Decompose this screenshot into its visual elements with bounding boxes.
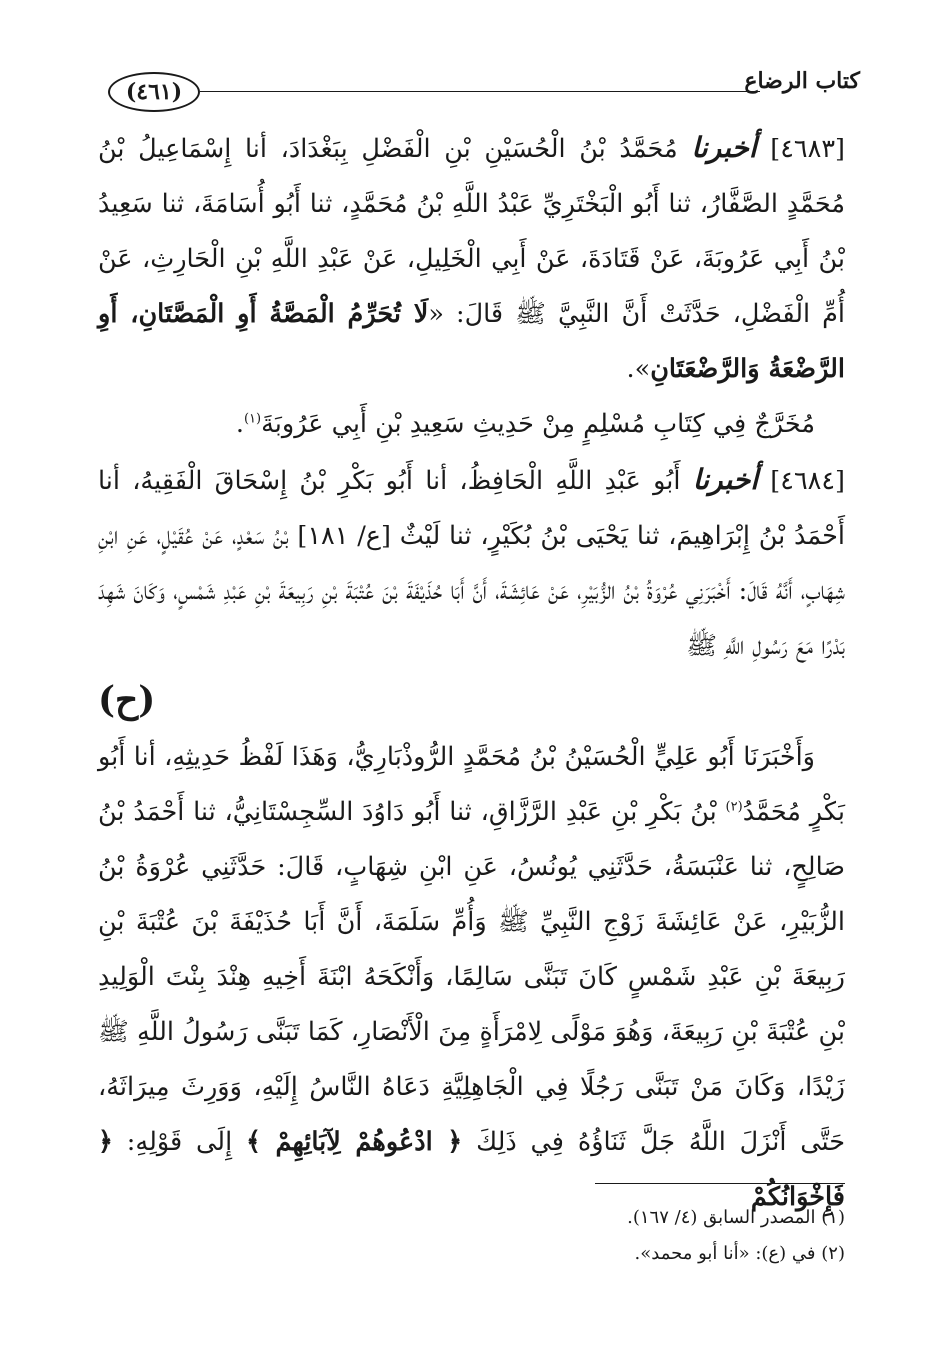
tahwil-mark: (ح) (98, 679, 156, 721)
akhbarana-label: أخبرنا (691, 131, 757, 164)
footnote-item (98, 1236, 845, 1272)
header-rule (200, 91, 760, 92)
footnote-marker: (٢) (821, 1243, 845, 1264)
footnote-text: في (ع): «أنا أبو محمد». (634, 1243, 816, 1264)
page-number: (٤٦١) (108, 72, 200, 112)
hadith-close: ». (626, 354, 651, 384)
hadith-isnad-2a: وَأَخْبَرَنَا أَبُو عَلِيٍّ الْحُسَيْنُ بْنُ مُحَمَّدٍ الرُّوذْبَارِيُّ، وَهَذَا لَفْظُ حَدِيثِهِ، أنا أَبُو بَكْرٍ مُحَمَّدُ (98, 742, 845, 827)
hadith-4684 (98, 452, 845, 730)
takhrij (98, 397, 845, 452)
footnote-text: المصدر السابق (٤/ ١٦٧). (627, 1207, 816, 1228)
footnote-separator (595, 1183, 845, 1184)
takhrij-end: . (235, 409, 244, 439)
akhbarana-label: أخبرنا (692, 463, 759, 496)
footnote-item (98, 1200, 845, 1236)
quran-verse-2: ﴿ فَإِخْوَانُكُمْ (98, 1127, 845, 1212)
takhrij-text: مُخَرَّجٌ فِي كِتَابِ مُسْلِمٍ مِنْ حَدِيثِ سَعِيدِ بْنِ أَبِي عَرُوبَةَ (261, 409, 815, 439)
footnote-marker: (١) (821, 1207, 845, 1228)
hadith-number: [٤٦٨٤] (770, 466, 845, 496)
hadith-isnad-2b: بْنُ بَكْرِ بْنِ عَبْدِ الرَّزَّاقِ، ثنا أَبُو دَاوُدَ السِّجِسْتَانِيُّ، ثنا أَحْمَدُ بْنُ صَالِحٍ، ثنا عَنْبَسَةُ، حَدَّثَنِي يُونُسُ، عَنِ ابْنِ شِهَابٍ، قَالَ: حَدَّثَنِي عُرْوَةُ بْنُ الزُّبَيْرِ، عَنْ عَائِشَةَ زَوْجِ النَّبِيِّ ﷺ وَأُمِّ سَلَمَةَ، أَنَّ أَبَا حُذَيْفَةَ بْنَ عُتْبَةَ بْنِ رَبِيعَةَ بْنِ عَبْدِ شَمْسٍ كَانَ تَبَنَّى سَالِمًا، وَأَنْكَحَهُ ابْنَةَ أَخِيهِ هِنْدَ بِنْتَ الْوَلِيدِ بْنِ عُتْبَةَ بْنِ رَبِيعَةَ، وَهُوَ مَوْلًى لِامْرَأَةٍ مِنَ الْأَنْصَارِ، كَمَا تَبَنَّى رَسُولُ اللَّهِ ﷺ زَيْدًا، وَكَانَ مَنْ تَبَنَّى رَجُلًا فِي الْجَاهِلِيَّةِ دَعَاهُ النَّاسُ إِلَيْهِ، وَوَرِثَ مِيرَاثَهُ، حَتَّى أَنْزَلَ اللَّهُ جَلَّ ثَنَاؤُهُ فِي ذَلِكَ (98, 797, 845, 1157)
hadith-text-3: إِلَى قَوْلِهِ: (112, 1127, 246, 1157)
quran-verse-1: ﴿ ادْعُوهُمْ لِآبَائِهِمْ ﴾ (246, 1127, 463, 1157)
footnotes (98, 1200, 845, 1272)
hadith-number: [٤٦٨٣] (770, 134, 845, 164)
main-text (98, 120, 845, 1225)
hadith-matn: لَا تُحَرِّمُ الْمَصَّةُ أَوِ الْمَصَّتَانِ، أَوِ الرَّضْعَةُ وَالرَّضْعَتَانِ (98, 299, 845, 384)
footnote-ref-2: (٢) (725, 799, 743, 815)
hadith-4683 (98, 120, 845, 397)
hadith-4684-continued (98, 730, 845, 1225)
page-header (100, 60, 860, 120)
footnote-ref-1: (١) (243, 411, 262, 427)
hadith-isnad: مُحَمَّدُ بْنُ الْحُسَيْنِ بْنِ الْفَضْلِ بِبَغْدَادَ، أنا إِسْمَاعِيلُ بْنُ مُحَمَّدٍ الصَّفَّارُ، ثنا أَبُو الْبَخْتَرِيِّ عَبْدُ اللَّهِ بْنُ مُحَمَّدٍ، ثنا أَبُو أُسَامَةَ، ثنا سَعِيدُ بْنُ أَبِي عَرُوبَةَ، عَنْ قَتَادَةَ، عَنْ أَبِي الْخَلِيلِ، عَنْ عَبْدِ اللَّهِ بْنِ الْحَارِثِ، عَنْ أُمِّ الْفَضْلِ، حَدَّثَتْ أَنَّ النَّبِيَّ ﷺ قَالَ: « (98, 134, 845, 329)
hadith-isnad-1: أَبُو عَبْدِ اللَّهِ الْحَافِظُ، أنا أَبُو بَكْرِ بْنُ إِسْحَاقَ الْفَقِيهُ، أنا أَحْمَدُ بْنُ إِبْرَاهِيمَ، ثنا يَحْيَى بْنُ بُكَيْرٍ، ثنا لَيْثٌ [ع/ ١٨١] بْنُ سَعْدٍ، عَنْ عُقَيْلٍ، عَنِ ابْنِ شِهَابٍ، أَنَّهُ قَالَ: أَخْبَرَنِي عُرْوَةُ بْنُ الزُّبَيْرِ، عَنْ عَائِشَةَ، أَنَّ أَبَا حُذَيْفَةَ بْنَ عُتْبَةَ بْنِ رَبِيعَةَ بْنِ عَبْدِ شَمْسٍ، وَكَانَ شَهِدَ بَدْرًا مَعَ رَسُولِ اللَّهِ ﷺ (98, 466, 845, 661)
book-title: كتاب الرضاع (744, 68, 860, 94)
